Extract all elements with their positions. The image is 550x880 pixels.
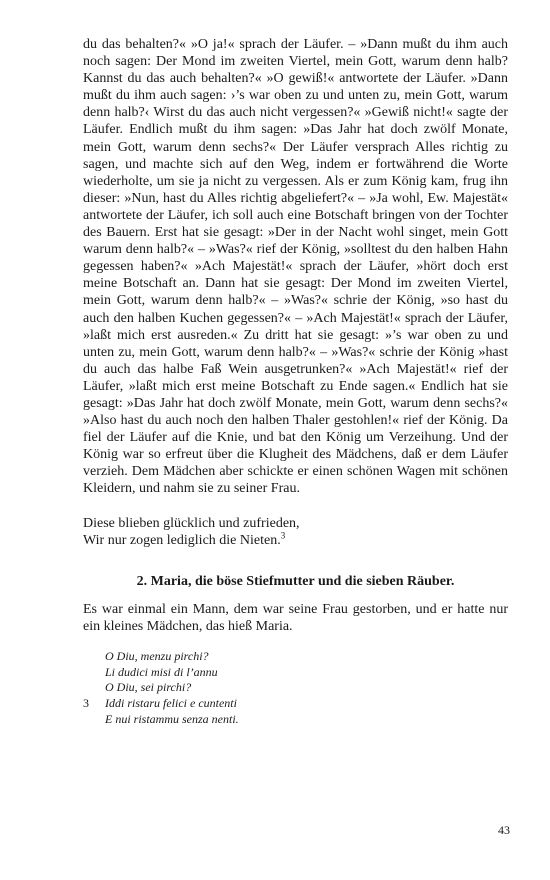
footnote-reference: 3 (280, 529, 286, 540)
footnote-line (83, 696, 508, 712)
footnote (83, 649, 508, 728)
footnote-line-text: Iddi ristaru felici e cuntenti (105, 696, 237, 711)
footnote-line (83, 712, 508, 728)
closing-verse-line-2 (83, 529, 508, 549)
closing-verse (83, 515, 508, 549)
section-heading: 2. Maria, die böse Stiefmutter und die sieben Räuber. (136, 573, 455, 589)
footnote-line-text: Li dudici misi di l’annu (105, 664, 218, 679)
footnote-line (83, 680, 508, 696)
footnote-line (83, 649, 508, 665)
footnote-line-text: E nui ristammu senza nenti. (105, 711, 239, 726)
closing-verse-line-2-text: Wir nur zogen lediglich die Nieten. (83, 532, 281, 548)
closing-verse-line-1: Diese blieben glücklich und zufrieden, (83, 515, 300, 531)
page-number: 43 (498, 823, 510, 837)
section-intro-paragraph: Es war einmal ein Mann, dem war seine Frau gestorben, und er hatte nur ein kleines Mädchen, das hieß Maria. (83, 601, 508, 634)
page-content (83, 36, 508, 728)
section-intro (83, 601, 508, 635)
story-text (83, 36, 508, 498)
footnote-line (83, 665, 508, 681)
footnote-marker: 3 (83, 696, 89, 711)
footnote-line-text: O Diu, menzu pirchi? (105, 648, 209, 663)
footnote-line-text: O Diu, sei pirchi? (105, 680, 192, 695)
story-paragraph: du das behalten?« »O ja!« sprach der Läufer. – »Dann mußt du ihm auch noch sagen: Der Mond im zweiten Viertel, mein Gott, warum denn halb? Kannst du das auch behalten?« »O gewiß!« antwortete der Läufer. »Dann mußt du ihm auch sagen: ›’s war oben zu und unten zu, mein Gott, warum denn halb?‹ Wirst du das auch nicht vergessen?« »Gewiß nicht!« sagte der Läufer. Endlich mußt du ihm sagen: »Das Jahr hat doch zwölf Monate, mein Gott, warum denn sechs?« Der Läufer versprach Alles richtig zu sagen, und machte sich auf den Weg, indem er fortwährend die Worte wiederholte, um sie ja nicht zu vergessen. Als er zum König kam, frug ihn dieser: »Nun, hast du Alles richtig abgeliefert?« – »Ja wohl, Ew. Majestät« antwortete der Läufer, ich soll auch eine Botschaft bringen von der Tochter des Bauern. Erst hat sie gesagt: »Der in der Nacht wohl singet, mein Gott warum denn halb?« – »Was?« rief der König, »solltest du den halben Hahn gegessen haben?« »Ach Majestät!« sprach der Läufer, »hört doch erst meine Botschaft an. Dann hat sie gesagt: Der Mond im zweiten Viertel, mein Gott, warum denn halb?« – »Was?« schrie der König, »so hast du auch den halben Kuchen gegessen?« – »Ach Majestät!« sprach der Läufer, »laßt mich erst ausreden.« Zu dritt hat sie gesagt: »’s war oben zu und unten zu, mein Gott, warum denn halb?« – »Was?« schrie der König »hast du auch das halbe Faß Wein ausgetrunken?« »Ach Majestät!« rief der Läufer, »laßt mich erst meine Botschaft zu Ende sagen.« Endlich hat sie gesagt: »Das Jahr hat doch zwölf Monate, mein Gott, warum denn sechs?« »Also hast du auch noch den halben Thaler gestohlen!« rief der König. Da fiel der Läufer auf die Knie, und bat den König um Verzeihung. Und der König war so erfreut über die Klugheit des Mädchens, daß er dem Läufer verzieh. Dem Mädchen aber schickte er einen schönen Wagen mit schönen Kleidern, und nahm sie zu seiner Frau. (83, 37, 508, 497)
